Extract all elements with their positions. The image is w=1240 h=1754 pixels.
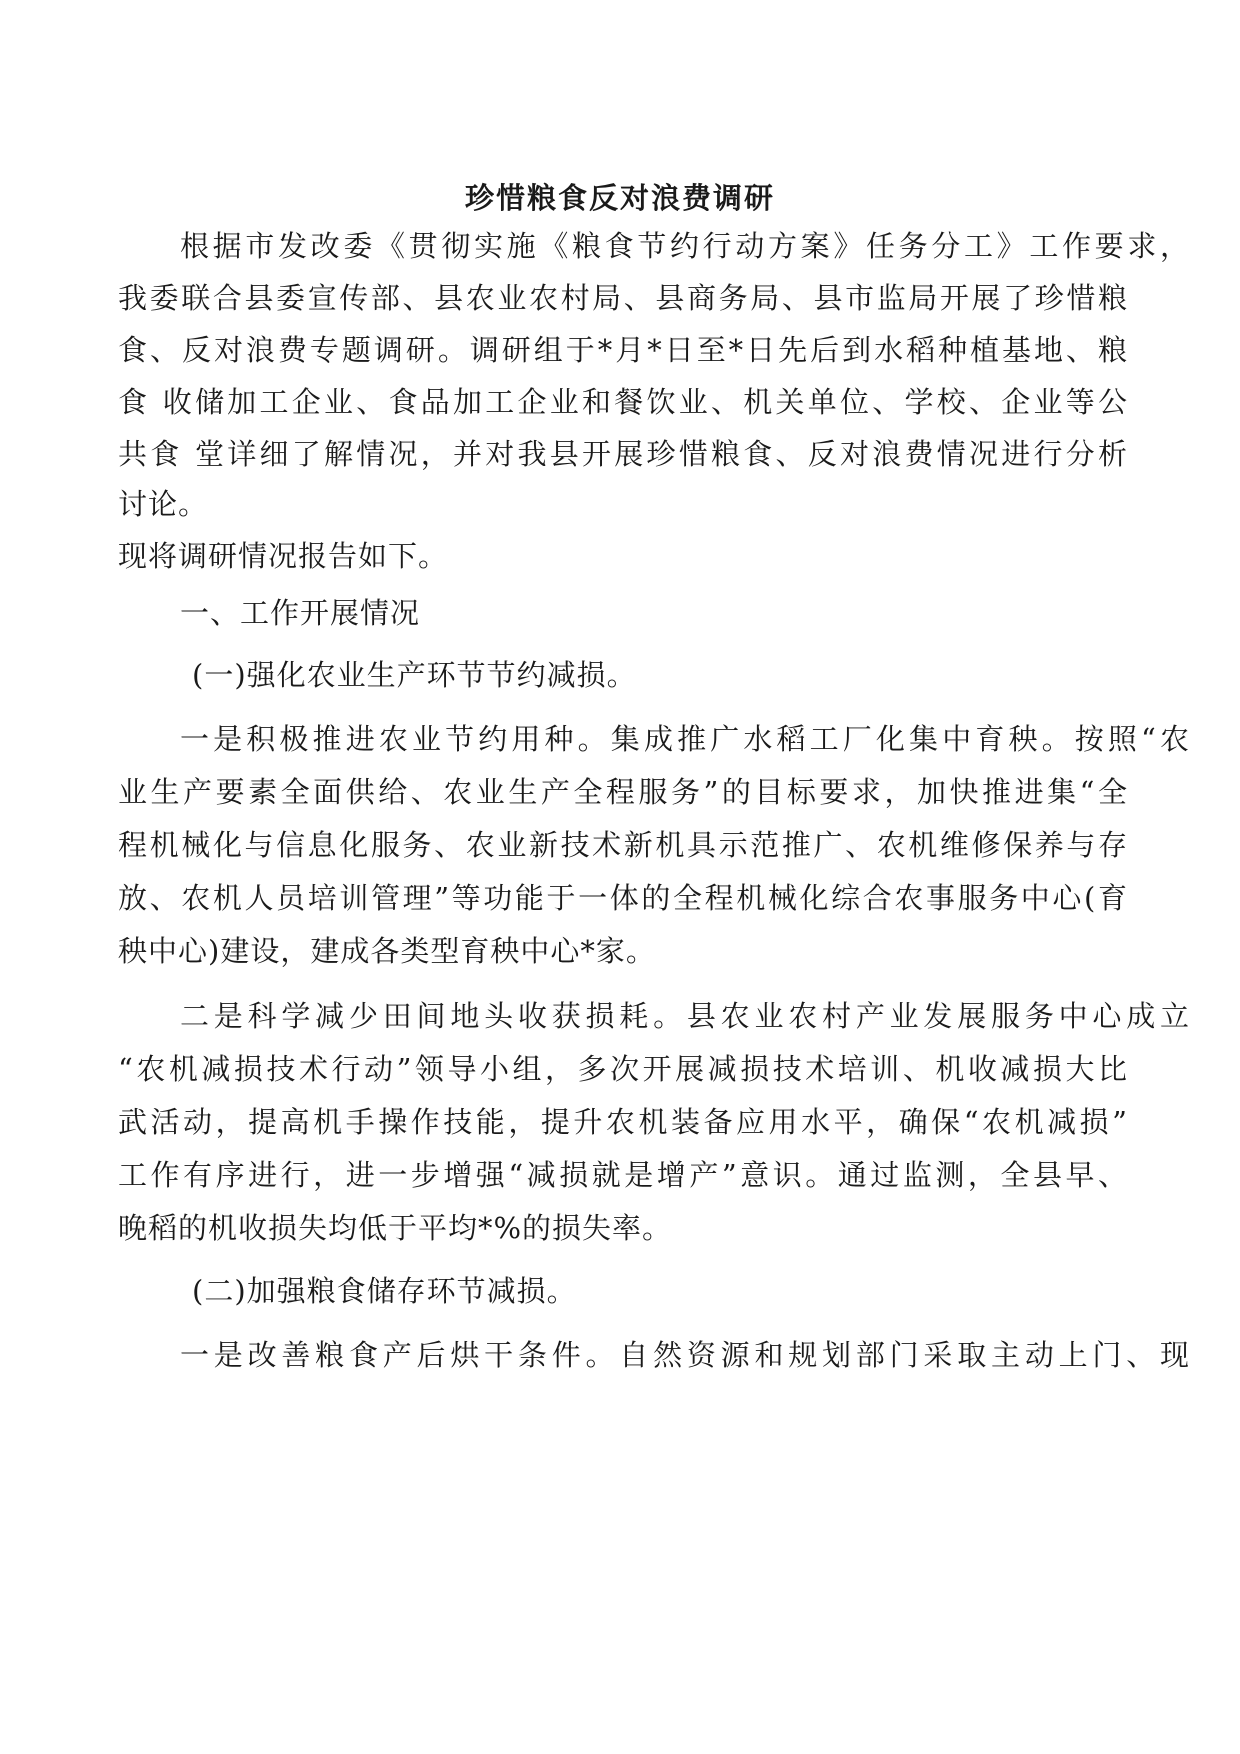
sub-heading-2: (二)加强粮食储存环节减损。: [192, 1274, 577, 1308]
intro-line-3: 食、反对浪费专题调研。调研组于*月*日至*日先后到水稻种植基地、粮: [118, 333, 1128, 367]
para1-line-4: 放、农机人员培训管理”等功能于一体的全程机械化综合农事服务中心(育: [118, 881, 1128, 915]
para1-line-1: 一是积极推进农业节约用种。集成推广水稻工厂化集中育秧。按照“农: [180, 722, 1190, 756]
intro-line-5: 共食 堂详细了解情况，并对我县开展珍惜粮食、反对浪费情况进行分析: [118, 437, 1128, 471]
para2-line-2: “农机减损技术行动”领导小组，多次开展减损技术培训、机收减损大比: [118, 1052, 1128, 1086]
para2-line-4: 工作有序进行，进一步增强“减损就是增产”意识。通过监测，全县早、: [118, 1158, 1128, 1192]
para1-line-3: 程机械化与信息化服务、农业新技术新机具示范推广、农机维修保养与存: [118, 828, 1128, 862]
intro-line-7: 现将调研情况报告如下。: [118, 539, 449, 573]
para2-line-3: 武活动，提高机手操作技能，提升农机装备应用水平，确保“农机减损”: [118, 1105, 1128, 1139]
intro-line-2: 我委联合县委宣传部、县农业农村局、县商务局、县市监局开展了珍惜粮: [118, 281, 1128, 315]
document-title: 珍惜粮食反对浪费调研: [464, 181, 775, 215]
para2-line-1: 二是科学减少田间地头收获损耗。县农业农村产业发展服务中心成立: [180, 999, 1190, 1033]
intro-line-1: 根据市发改委《贯彻实施《粮食节约行动方案》任务分工》工作要求，: [180, 229, 1190, 263]
para1-line-5: 秧中心)建设，建成各类型育秧中心*家。: [118, 934, 656, 968]
para1-line-2: 业生产要素全面供给、农业生产全程服务”的目标要求，加快推进集“全: [118, 775, 1128, 809]
intro-line-6: 讨论。: [118, 487, 209, 521]
sub-heading-1: (一)强化农业生产环节节约减损。: [192, 658, 637, 692]
para3-line-1: 一是改善粮食产后烘干条件。自然资源和规划部门采取主动上门、现: [180, 1338, 1190, 1372]
section-heading-1: 一、工作开展情况: [180, 596, 421, 630]
para2-line-5: 晚稻的机收损失均低于平均*%的损失率。: [118, 1211, 673, 1245]
intro-line-4: 食 收储加工企业、食品加工企业和餐饮业、机关单位、学校、企业等公: [118, 385, 1128, 419]
